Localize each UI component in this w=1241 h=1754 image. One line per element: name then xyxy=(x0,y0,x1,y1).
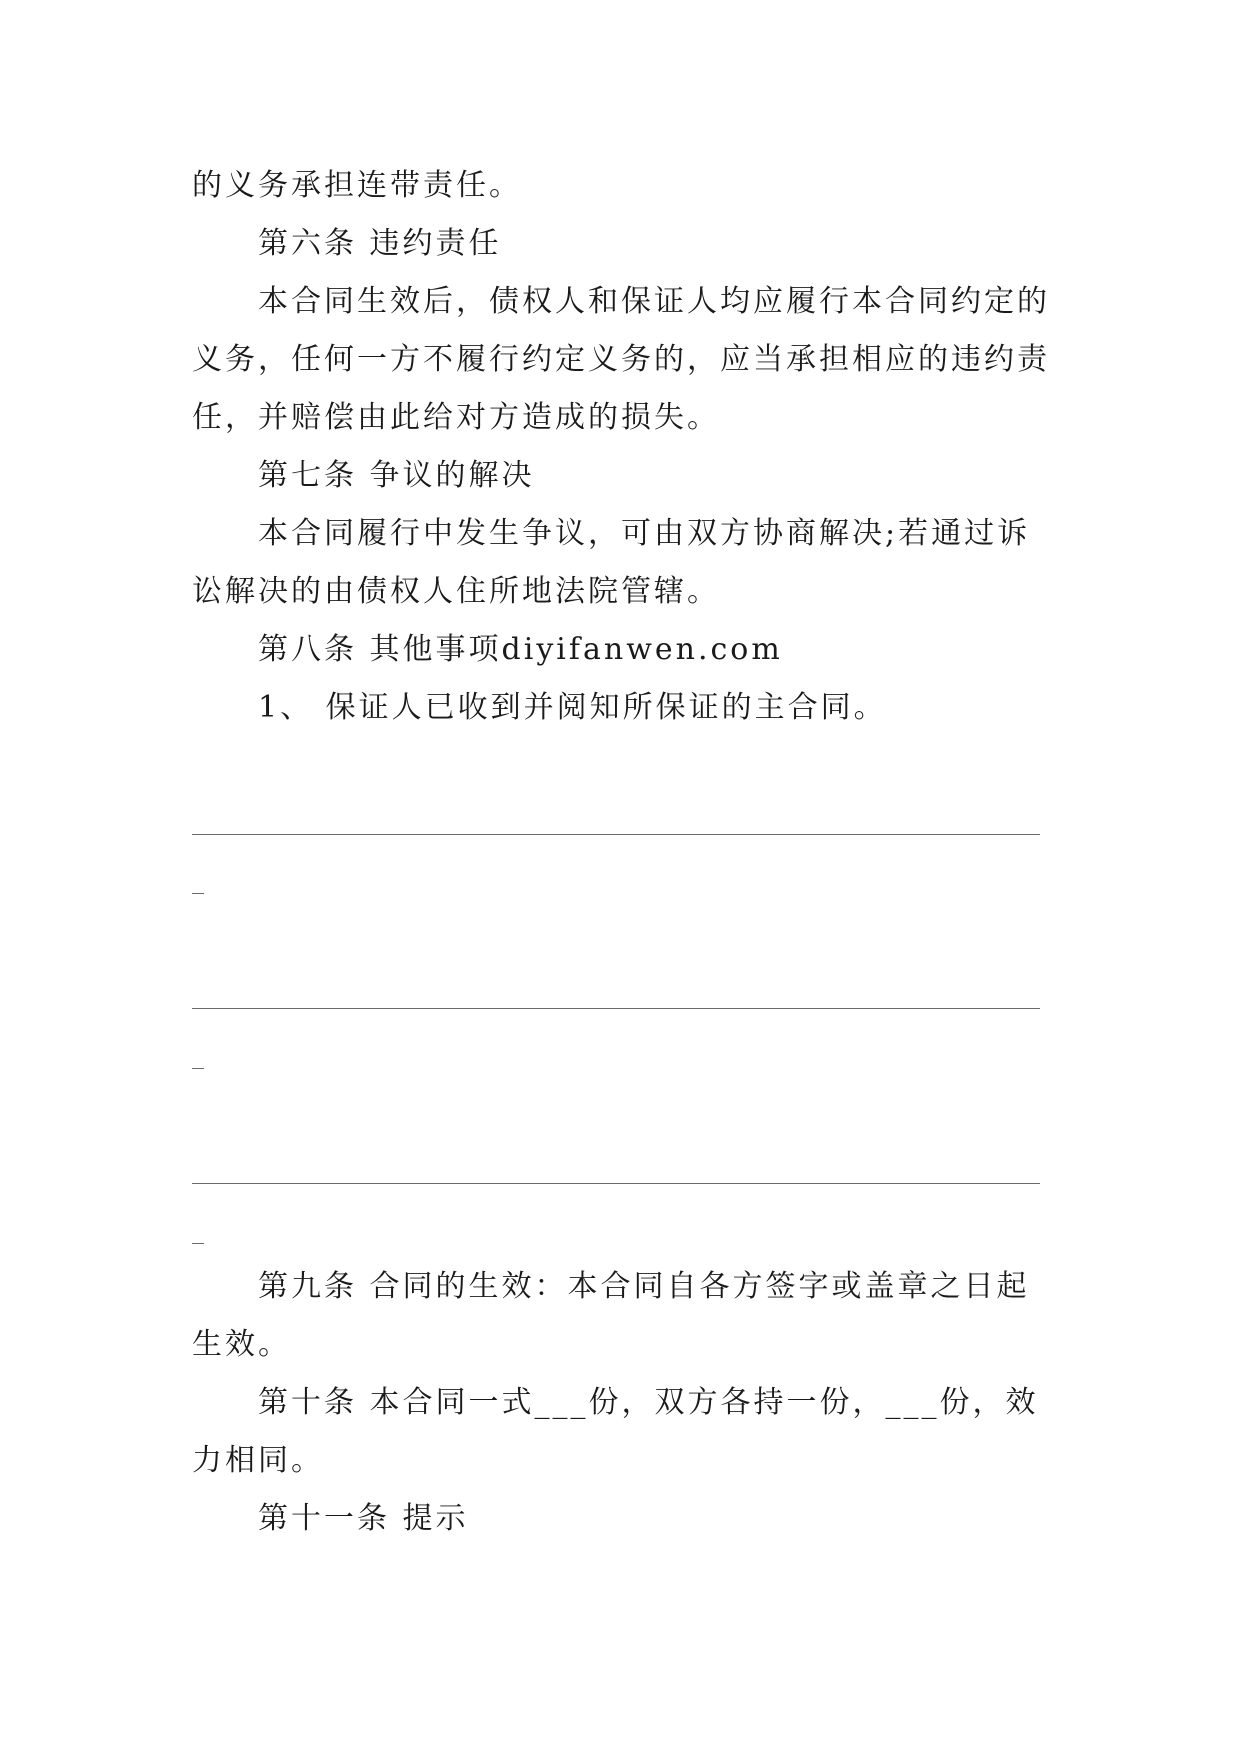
paragraph-line: 本合同履行中发生争议，可由双方协商解决;若通过诉 xyxy=(258,516,1031,551)
article-10-heading: 第十条 本合同一式___份，双方各持一份，___份，效 xyxy=(258,1385,1039,1420)
paragraph-line: 的义务承担连带责任。 xyxy=(192,168,522,203)
paragraph-line: 1、 保证人已收到并阅知所保证的主合同。 xyxy=(258,690,887,725)
blank-fill-line xyxy=(192,1008,1040,1009)
paragraph-line: 力相同。 xyxy=(192,1443,324,1478)
paragraph-line: 本合同生效后，债权人和保证人均应履行本合同约定的 xyxy=(258,284,1050,319)
blank-fill-line xyxy=(192,834,1040,835)
paragraph-line: 生效。 xyxy=(192,1327,291,1362)
blank-fill-line xyxy=(192,1183,1040,1184)
article-9-heading: 第九条 合同的生效：本合同自各方签字或盖章之日起 xyxy=(258,1269,1030,1304)
article-6-heading: 第六条 违约责任 xyxy=(258,226,502,261)
paragraph-line: 义务，任何一方不履行约定义务的，应当承担相应的违约责 xyxy=(192,342,1050,377)
paragraph-line: 任，并赔偿由此给对方造成的损失。 xyxy=(192,400,720,435)
blank-fill-line-stub xyxy=(192,1243,204,1244)
article-7-heading: 第七条 争议的解决 xyxy=(258,458,535,493)
blank-fill-line-stub xyxy=(192,893,204,894)
blank-fill-line-stub xyxy=(192,1068,204,1069)
article-8-heading: 第八条 其他事项diyifanwen.com xyxy=(258,632,783,667)
article-11-heading: 第十一条 提示 xyxy=(258,1501,469,1536)
paragraph-line: 讼解决的由债权人住所地法院管辖。 xyxy=(192,574,720,609)
